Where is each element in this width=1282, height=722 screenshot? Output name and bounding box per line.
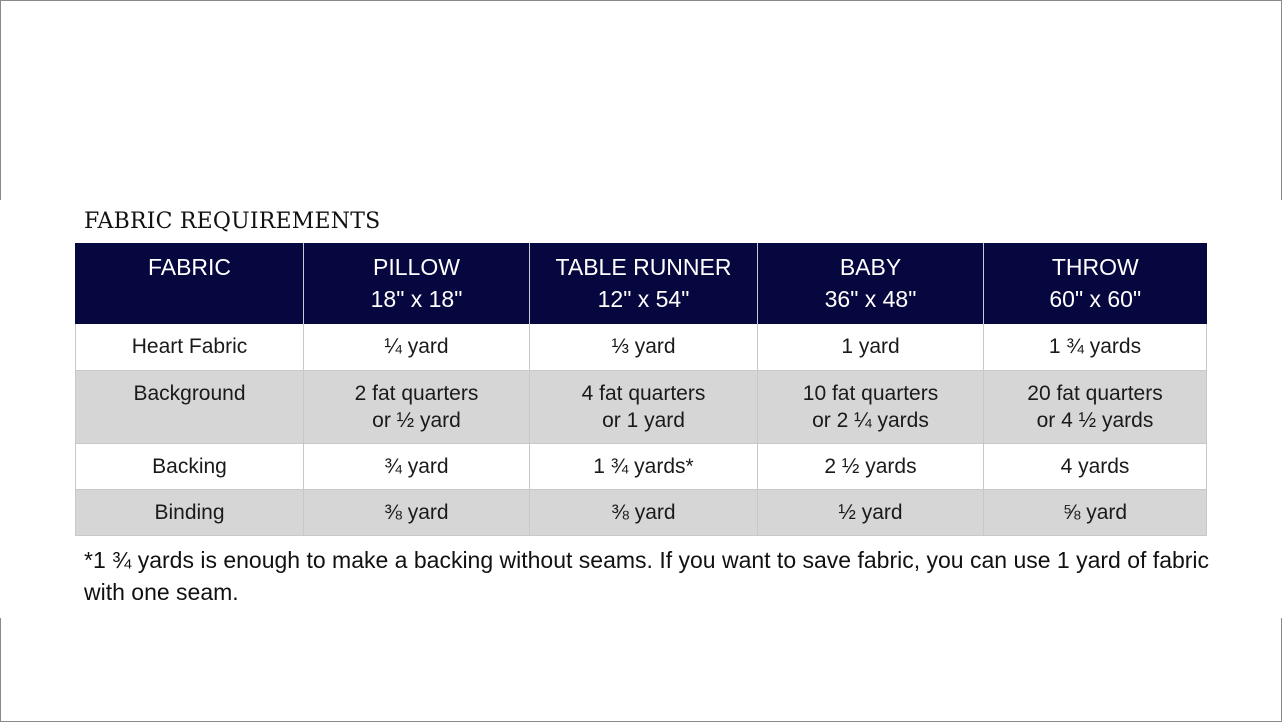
table-cell [984, 370, 1207, 443]
table-cell [304, 370, 530, 443]
column-header-size: 12" x 54" [597, 286, 690, 312]
column-header-pillow [304, 243, 530, 324]
table-cell: ⅓ yard [530, 324, 758, 370]
table-cell: 4 yards [984, 443, 1207, 489]
column-header-name: FABRIC [147, 254, 232, 280]
row-label: Binding [76, 489, 304, 535]
table-cell [758, 370, 984, 443]
section-title: FABRIC REQUIREMENTS [84, 209, 381, 234]
column-header-fabric [76, 243, 304, 324]
table-cell: ¼ yard [304, 324, 530, 370]
table-cell: ¾ yard [304, 443, 530, 489]
table-row-backing [76, 443, 1207, 489]
column-header-throw [984, 243, 1207, 324]
fabric-requirements-table [75, 243, 1207, 536]
column-header-baby [758, 243, 984, 324]
table-cell: 2 ½ yards [758, 443, 984, 489]
table-cell: 1 ¾ yards [984, 324, 1207, 370]
column-header-size: 18" x 18" [370, 286, 463, 312]
table-cell: ⅜ yard [304, 489, 530, 535]
table-cell: 1 ¾ yards* [530, 443, 758, 489]
table-cell: ⅜ yard [530, 489, 758, 535]
cell-line: 2 fat quarters [354, 381, 479, 405]
page-frame-top [0, 0, 1282, 200]
table-cell: ⅝ yard [984, 489, 1207, 535]
cell-line: or ½ yard [372, 408, 461, 432]
table-row-background [76, 370, 1207, 443]
cell-line: 20 fat quarters [1027, 381, 1163, 405]
row-label: Heart Fabric [76, 324, 304, 370]
cell-line: or 4 ½ yards [1036, 408, 1154, 432]
table-cell: ½ yard [758, 489, 984, 535]
column-header-table-runner [530, 243, 758, 324]
cell-line: or 1 yard [602, 408, 685, 432]
column-header-name: BABY [839, 254, 902, 280]
column-header-size: 36" x 48" [824, 286, 917, 312]
column-header-name: PILLOW [373, 254, 460, 280]
cell-line: 10 fat quarters [802, 381, 939, 405]
table-row-heart-fabric [76, 324, 1207, 370]
row-label: Backing [76, 443, 304, 489]
table-header-row [76, 243, 1207, 324]
table-cell: 1 yard [758, 324, 984, 370]
page-frame-bottom [0, 618, 1282, 722]
table-row-binding [76, 489, 1207, 535]
row-label: Background [76, 370, 304, 443]
column-header-name: THROW [1051, 254, 1139, 280]
table-cell [530, 370, 758, 443]
column-header-name: TABLE RUNNER [555, 254, 732, 280]
column-header-size: 60" x 60" [1049, 286, 1142, 312]
cell-line: or 2 ¼ yards [812, 408, 929, 432]
cell-line: 4 fat quarters [581, 381, 706, 405]
footnote: *1 ¾ yards is enough to make a backing without seams. If you want to save fabric, you can use 1 yard of fabric with one seam. [84, 547, 1210, 605]
